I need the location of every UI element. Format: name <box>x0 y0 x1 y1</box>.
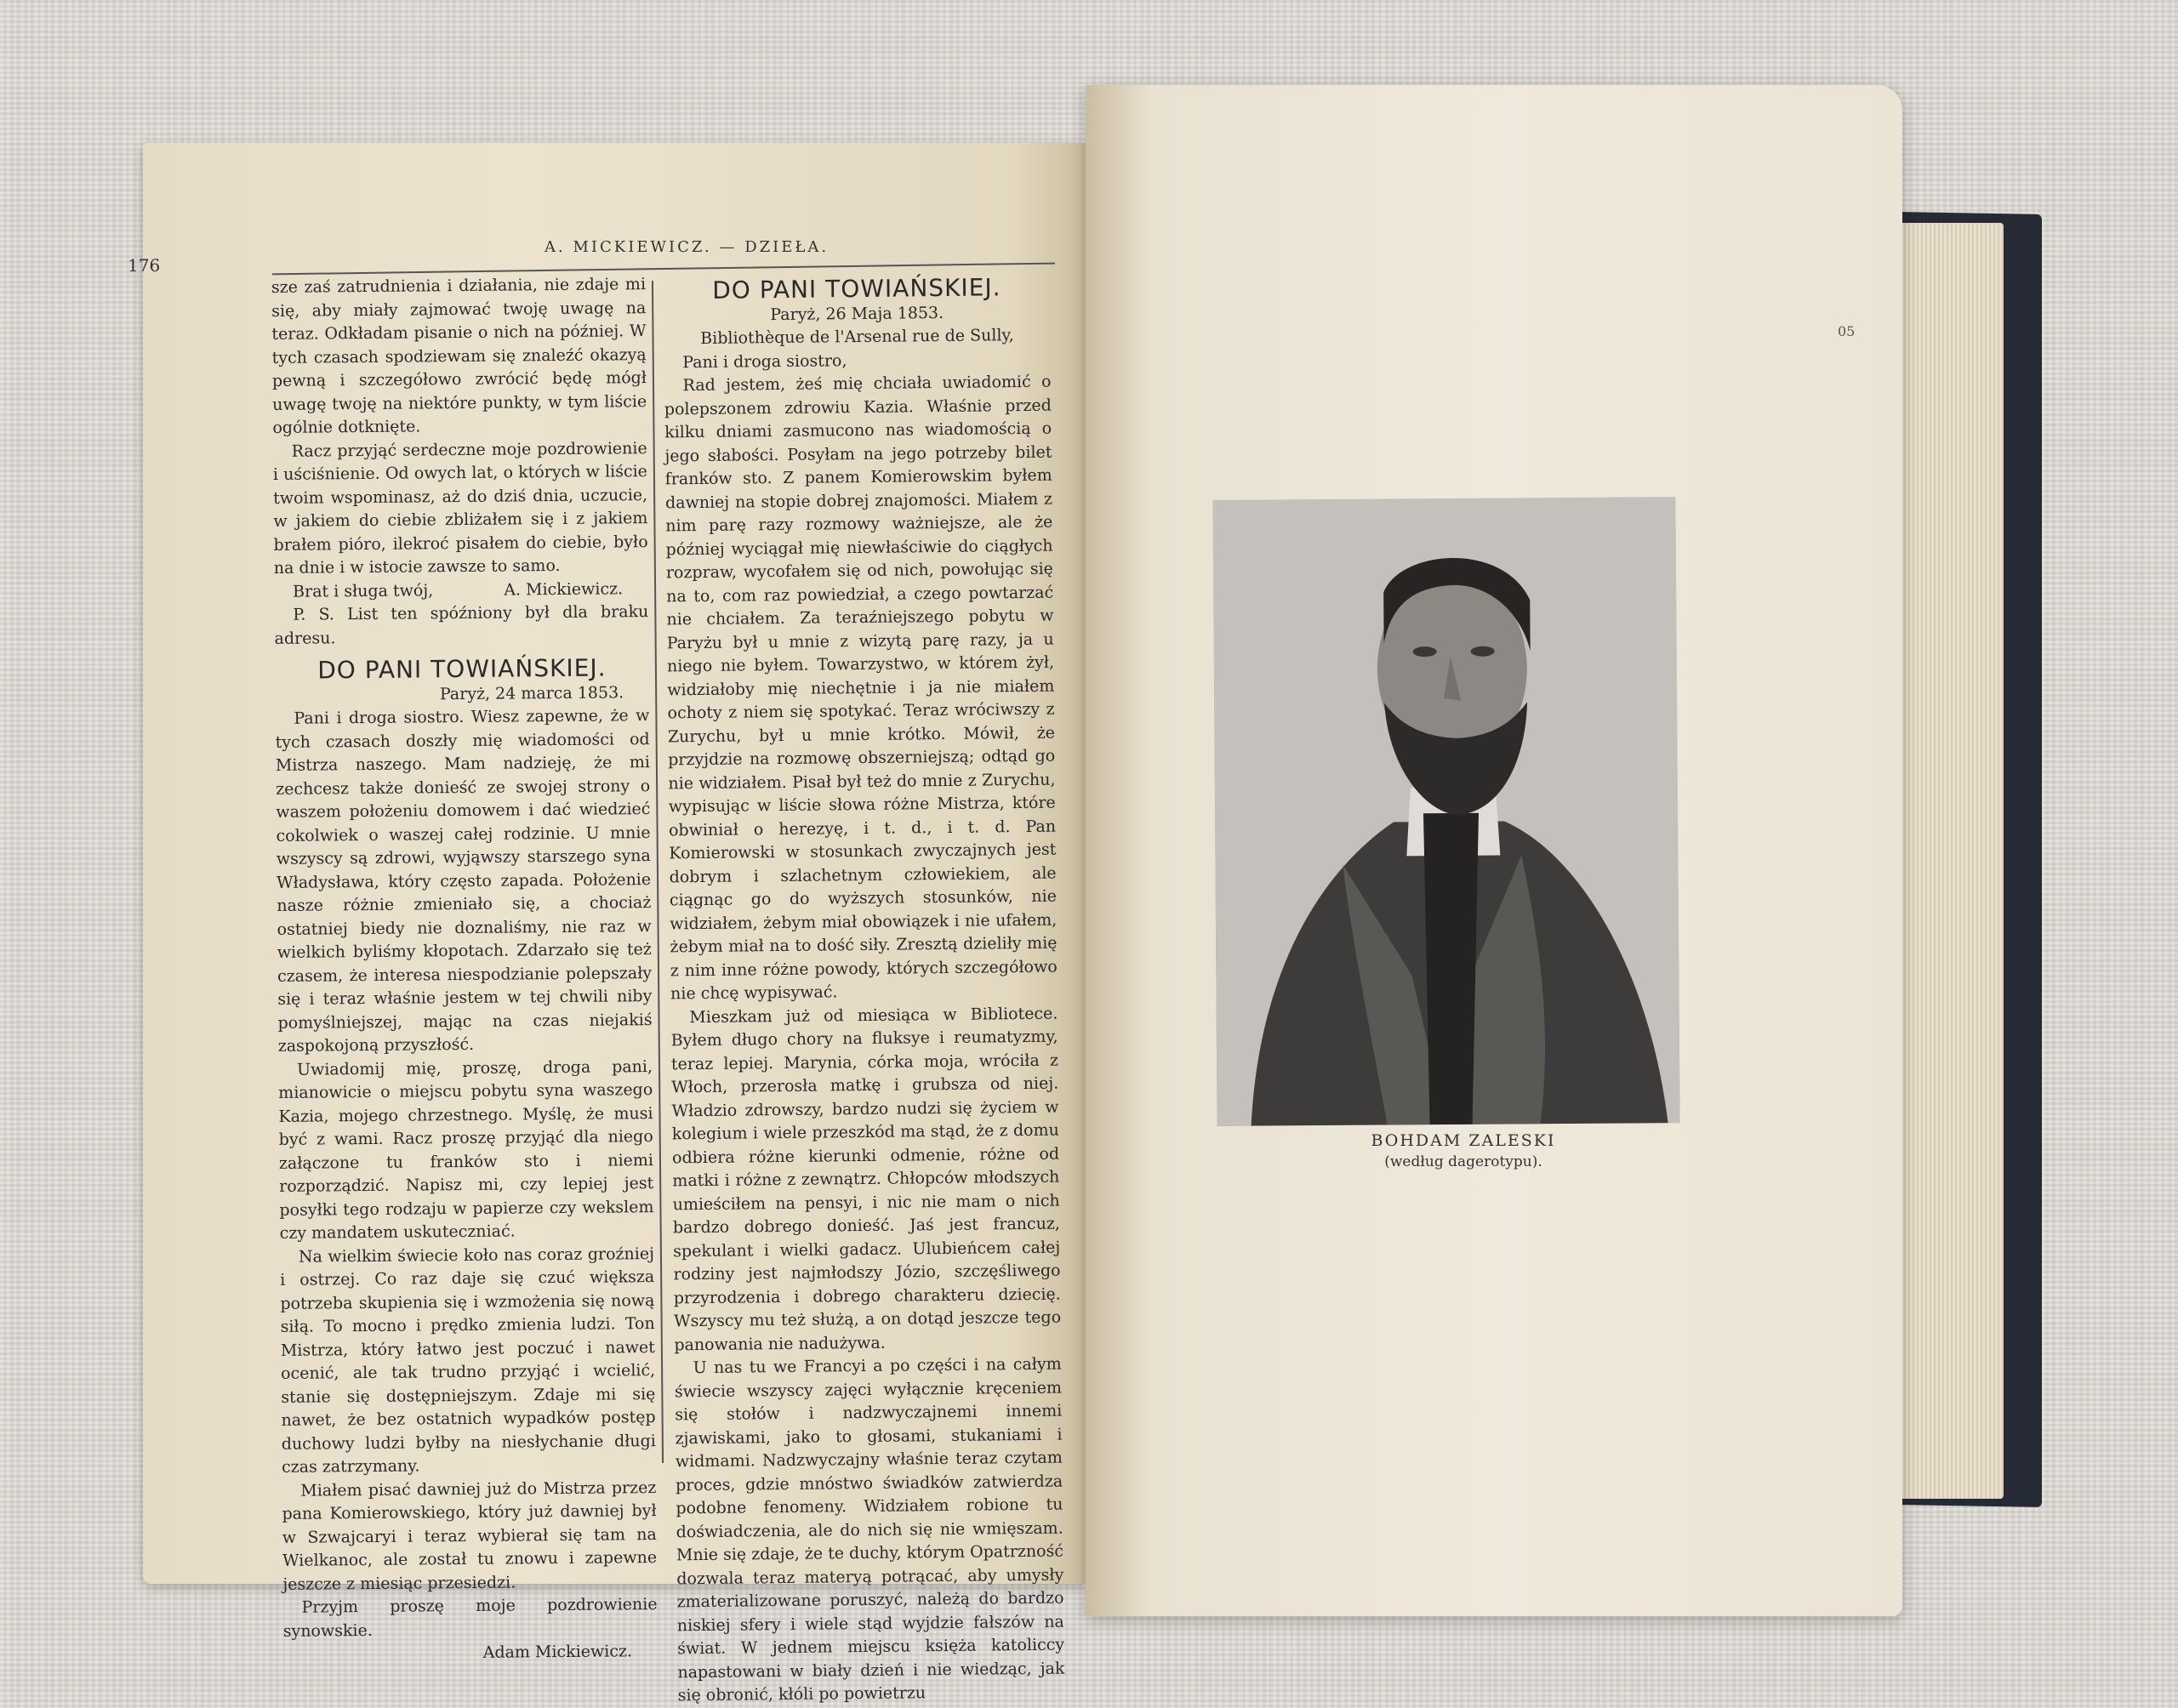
letter-title: DO PANI TOWIAŃSKIEJ. <box>712 273 1001 305</box>
text-column-right <box>663 267 1065 1708</box>
paragraph: Uwiadomij mię, proszę, droga pani, mianowicie o miejscu pobytu syna waszego Kazia, mojego chrzestnego. Myślę, że musi być z wami. Racz proszę przyjąć dla niego załączone tu franków sto i niemi rozporządzić. Napisz mi, czy lepiej jest posyłki tego rodzaju w papierze czy wekslem czy mandatem uskuteczniać. <box>278 1056 654 1243</box>
paragraph: sze zaś zatrudnienia i działania, nie zdaje mi się, aby miały zajmować twoję uwagę na teraz. Odkładam pisanie o nich na później. W tych czasach spodziewam się znaleźć okazyą pewną i szczegółowo zwrócić będę mógł uwagę twoję na niektóre punkty, w tym liście ogólnie dotknięte. <box>271 275 647 437</box>
paragraph: Racz przyjąć serdeczne moje pozdrowienie i uściśnienie. Od owych lat, o których w liście twoim wspominasz, aż do dziś dnia, uczucie, w jakiem do ciebie zbliżałem się i z jakiem brałem pióro, ilekroć pisałem do ciebie, było na dnie i w istocie zawsze to samo. <box>272 438 648 578</box>
letter-date: Paryż, 26 Maja 1853. <box>770 303 944 324</box>
paragraph: Na wielkim świecie koło nas coraz groźniej i ostrzej. Co raz daje się czuć większa potrzeba skupienia się i wzmożenia się nową siłą. To mocno i prędko zmienia ludzi. Ton Mistrza, który łatwo jest poczuć i nawet ocenić, ale tak trudno przyjąć i wcielić, stanie się dostępniejszym. Zdaje mi się nawet, że bez ostatnich wypadków postęp duchowy ludzi byłby na niesłychanie długi czas zatrzymany. <box>280 1244 656 1477</box>
paragraph: Przyjm proszę moje pozdrowienie synowskie. <box>282 1595 658 1641</box>
paragraph: Mieszkam już od miesiąca w Bibliotece. Byłem długo chory na fluksye i reumatyzmy, teraz lepiej. Marynia, córka moja, wróciła z Włoch, przerosła matkę i grubsza od niej. Władzio zdrowszy, bardzo nudzi się życiem w kolegium i wiele przeszkód ma stąd, że z domu odbiera różne kierunki odmenie, różne od matki i różne z zewnątrz. Chłopców młodszych umieściłem na pensyi, i nic nie mam o nich bardzo dobrego donieść. Jaś jest francuz, spekulant i wielki gadacz. Ulubieńcem całej rodziny jest najmłodszy Józio, szczęśliwego przyrodzenia i dobrego charakteru dziecię. Wszyscy mu też służą, a on dotąd jeszcze tego panowania nie nadużywa. <box>670 1004 1062 1354</box>
paragraph: U nas tu we Francyi a po części i na całym świecie wszyscy zajęci wyłącznie kręceniem się stołów i nadzwyczajnemi innemi zjawiskami, jako to głosami, stukaniami i widmami. Nadzwyczajny właśnie teraz czytam proces, gdzie mnóstwo świadków zatwierdza podobne fenomeny. Widziałem robione tu doświadczenia, ale do nich się nie wmięszam. Mnie się zdaje, że te duchy, którym Opatrzność dozwala teraz materyą potrącać, aby umysły zmaterializowane poruszyć, należą do bardzo niskiej sfery i wiele stąd wyjdzie fałszów na świat. W jednem miejscu księża katoliccy napastowani w biały dzień i nie wiedząc, jak się obronić, kłóli po powietrzu <box>674 1354 1065 1705</box>
paragraph: Pani i droga siostro. Wiesz zapewne, że w tych czasach doszły mię wiadomości od Mistrza naszego. Mam nadzieję, że mi zechcesz także donieść ze swojej strony o waszem położeniu domowem i dać wiedzieć cokolwiek o waszej całej rodzinie. U mnie wszyscy są zdrowi, wyjąwszy starszego syna Władysława, który często zapada. Położenie nasze różnie zmieniało się, a chociaż ostatniej biedy nie doznaliśmy, nie raz w wielkich byliśmy kłopotach. Zdarzało się też czasem, że interesa niespodzianie polepszały się i teraz właśnie jestem w tej chwili niby pomyślniejszej, mając na czas niejakiś zaspokojoną przyszłość. <box>275 706 653 1056</box>
portrait-caption <box>1293 1131 1634 1170</box>
letter-place: Bibliothèque de l'Arsenal rue de Sully, <box>700 326 1014 348</box>
page-number: 176 <box>128 255 161 276</box>
signature: A. Mickiewicz. <box>504 578 624 600</box>
text-column-left <box>271 273 658 1666</box>
salutation: Pani i droga siostro, <box>682 350 847 372</box>
caption-subtitle: (według dagerotypu). <box>1384 1153 1542 1170</box>
paragraph: Miałem pisać dawniej już do Mistrza przez pana Komierowskiego, który już dawniej był w Szwajcaryi i teraz wybierał się tam na Wielkanoc, ale został tu znowu i zapewne jeszcze z miesiąc przesiedzi. <box>282 1477 658 1594</box>
signature: Adam Mickiewicz. <box>482 1642 633 1662</box>
letter-date: Paryż, 24 marca 1853. <box>439 682 624 703</box>
portrait-image <box>1212 497 1679 1126</box>
postscript: P. S. List ten spóźniony był dla braku adresu. <box>274 602 649 648</box>
closing-line: Brat i sługa twój, A. Mickiewicz. <box>274 578 648 604</box>
paragraph: Rad jestem, żeś mię chciała uwiadomić o polepszonem zdrowiu Kazia. Właśnie przed kilku dniami zasmucono nas wiadomością o jego słabości. Posyłam na jego potrzeby bilet franków sto. Z panem Komierowskim byłem dawniej na stopie dobrej znajomości. Miałem z nim parę razy rozmowy ważniejsze, ale że później wyciągał mię niewłaściwie do ciągłych rozpraw, wycofałem się od nich, powołując się na to, com raz powiedział, a czego powtarzać nie chciałem. Za teraźniejszego pobytu w Paryżu był u mnie z wizytą parę razy, ja u niego nie byłem. Towarzystwo, w którem żył, widziałoby mię niechętnie i ja nie miałem ochoty z niem się spotykać. Teraz wróciwszy z Zurychu, był u mnie krótko. Mówił, że przyjdzie na rozmowę obszerniejszą; odtąd go nie widziałem. Pisał był też do mnie z Zurychu, wypisując w liście słowa różne Mistrza, które obwiniał o herezyę, i t. d., i t. d. Pan Komierowski w stosunkach zwyczajnych jest dobrym i szlachetnym człowiekiem, ale ciągnąc go do wyższych stosunków, nie widziałem, żebym miał obowiązek i nie ufałem, żebym miał na to dość siły. Zresztą dzieliły mię z nim inne różne powody, których szczegółowo nie chcę wypisywać. <box>664 372 1058 1004</box>
letter-title: DO PANI TOWIAŃSKIEJ. <box>317 653 607 685</box>
caption-name: BOHDAM ZALESKI <box>1371 1131 1556 1150</box>
page-edge-fragment: 05 <box>1838 323 1856 339</box>
running-head: A. MICKIEWICZ. — DZIEŁA. <box>544 238 830 256</box>
